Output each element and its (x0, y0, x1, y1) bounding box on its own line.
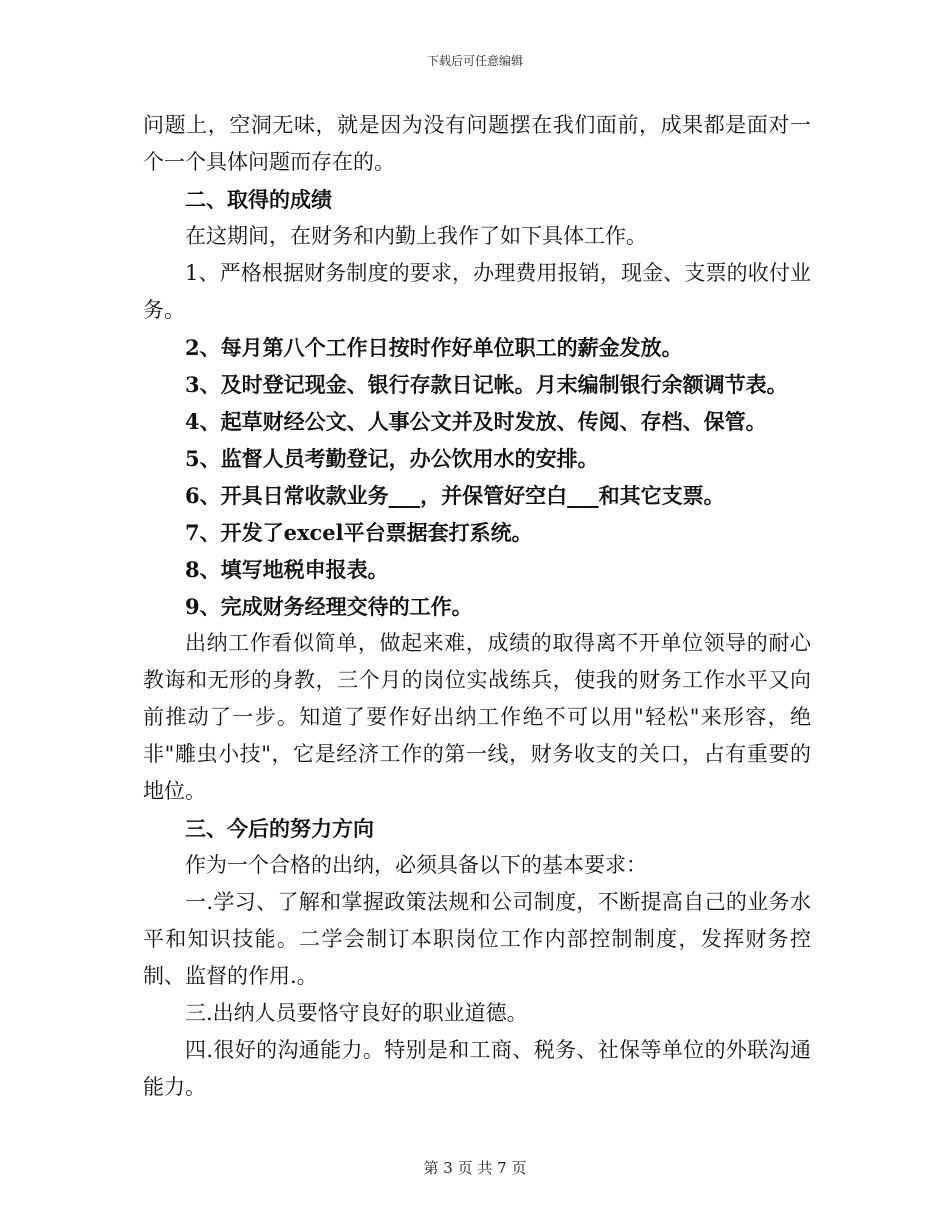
page-header: 下载后可任意编辑 (426, 54, 523, 68)
requirement-1-2: 一.学习、了解和掌握政策法规和公司制度，不断提高自己的业务水平和知识技能。二学会制订本职岗位工作内部控制制度，发挥财务控制、监督的作用.。 (143, 890, 811, 988)
paragraph-reflection: 出纳工作看似简单，做起来难，成绩的取得离不开单位领导的耐心教诲和无形的身教，三个月的岗位实战练兵，使我的财务工作水平又向前推动了一步。知道了要作好出纳工作绝不可以用"轻松"来形容，绝非"雕虫小技"，它是经济工作的第一线，财务收支的关口，占有重要的地位。 (143, 631, 811, 803)
list-item-3: 3、及时登记现金、银行存款日记帐。月末编制银行余额调节表。 (185, 372, 788, 397)
requirement-3: 三.出纳人员要恪守良好的职业道德。 (185, 1001, 528, 1025)
paragraph-intro: 在这期间，在财务和内勤上我作了如下具体工作。 (185, 224, 647, 248)
list-item-4: 4、起草财经公文、人事公文并及时发放、传阅、存档、保管。 (185, 409, 767, 434)
list-item-8: 8、填写地税申报表。 (185, 557, 389, 582)
section-heading-direction: 三、今后的努力方向 (185, 816, 374, 841)
list-item-7: 7、开发了excel平台票据套打系统。 (185, 520, 533, 545)
section-heading-achievements: 二、取得的成绩 (185, 187, 332, 212)
list-item-2: 2、每月第八个工作日按时作好单位职工的薪金发放。 (185, 335, 683, 360)
list-item-6: 6、开具日常收款业务___，并保管好空白___和其它支票。 (185, 483, 725, 508)
list-item-9: 9、完成财务经理交待的工作。 (185, 594, 473, 619)
list-item-1: 1、严格根据财务制度的要求，办理费用报销，现金、支票的收付业务。 (143, 261, 811, 322)
paragraph-1: 问题上，空洞无味，就是因为没有问题摆在我们面前，成果都是面对一个一个具体问题而存在的。 (143, 113, 811, 174)
document-body (143, 107, 811, 1106)
page-footer: 第 3 页 共 7 页 (423, 1159, 527, 1177)
requirement-4: 四.很好的沟通能力。特别是和工商、税务、社保等单位的外联沟通能力。 (143, 1038, 811, 1099)
paragraph-requirements: 作为一个合格的出纳，必须具备以下的基本要求： (185, 853, 647, 877)
list-item-5: 5、监督人员考勤登记，办公饮用水的安排。 (185, 446, 599, 471)
